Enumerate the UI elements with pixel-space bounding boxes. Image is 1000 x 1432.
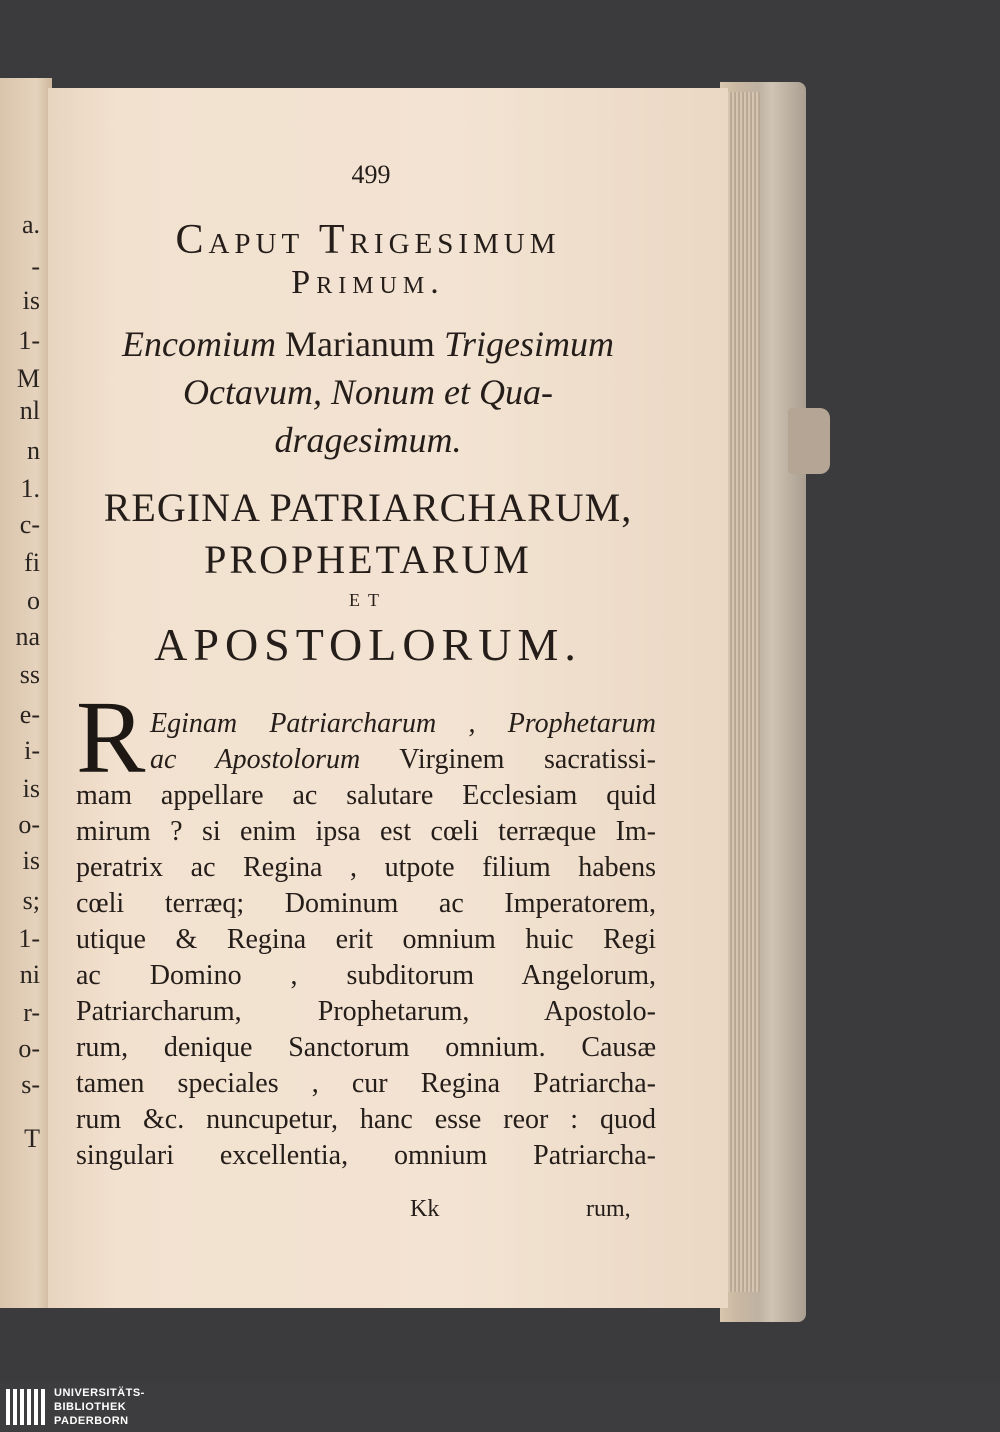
chapter-heading: Caput Trigesimum xyxy=(175,217,561,263)
body-line: cœli terræq; Dominum ac Imperatorem, xyxy=(76,888,656,919)
margin-fragment: na xyxy=(15,622,40,651)
body-line: singulari excellentia, omnium Patriarcha- xyxy=(76,1140,656,1171)
body-line xyxy=(150,706,656,742)
library-name-line-1: UNIVERSITÄTS- xyxy=(54,1387,145,1399)
margin-fragment: 1- xyxy=(18,924,40,953)
library-footer-bar xyxy=(0,1383,1000,1432)
encomium-line-2: Octavum, Nonum et Qua- xyxy=(183,372,553,412)
margin-fragment: o- xyxy=(18,1034,40,1063)
margin-fragment: c- xyxy=(19,510,40,539)
body-line xyxy=(150,742,656,778)
body-line: utique & Regina erit omnium huic Regi xyxy=(76,924,656,955)
catchword: rum, xyxy=(586,1196,631,1222)
margin-fragment: s- xyxy=(21,1070,40,1099)
drop-cap: R xyxy=(76,680,146,795)
margin-fragment: ss xyxy=(19,660,40,689)
margin-fragment: ni xyxy=(19,960,40,989)
title-line-2: PROPHETARUM xyxy=(204,537,532,582)
encomium-line-1 xyxy=(88,320,648,368)
margin-fragment: M xyxy=(16,364,40,393)
body-italic: ac Apostolorum xyxy=(150,744,361,775)
title-line-1: REGINA PATRIARCHARUM, xyxy=(103,485,633,530)
body-roman: Virginem sacratissi- xyxy=(360,744,656,775)
margin-fragment: is xyxy=(22,846,40,875)
encomium-roman: Marianum xyxy=(284,324,435,364)
body-line: mirum ? si enim ipsa est cœli terræque Im- xyxy=(76,816,656,847)
margin-fragment: o- xyxy=(18,810,40,839)
encomium-italic-2: Trigesimum xyxy=(443,324,614,364)
margin-fragment: is xyxy=(22,286,40,315)
encomium-line-3: dragesimum. xyxy=(274,420,462,460)
library-name-line-2: BIBLIOTHEK xyxy=(54,1401,127,1413)
title-line-4: APOSTOLORUM. xyxy=(154,619,582,670)
page-number: 499 xyxy=(351,160,391,189)
margin-fragment: nl xyxy=(19,396,40,425)
signature-mark: Kk xyxy=(410,1196,440,1222)
left-page-fragment xyxy=(0,78,52,1308)
chapter-heading-continued: Primum. xyxy=(291,264,445,301)
title-line-3: ET xyxy=(349,590,387,610)
body-line: mam appellare ac salutare Ecclesiam quid xyxy=(76,780,656,811)
margin-fragment: r- xyxy=(23,998,40,1027)
margin-fragment: e- xyxy=(19,700,40,729)
margin-fragment: is xyxy=(22,774,40,803)
margin-fragment: s; xyxy=(22,886,40,915)
body-line: rum, denique Sanctorum omnium. Causæ xyxy=(76,1032,656,1063)
body-line: tamen speciales , cur Regina Patriarcha- xyxy=(76,1068,656,1099)
library-logo-icon xyxy=(6,1389,46,1425)
margin-fragment: o xyxy=(27,586,40,615)
page-edges xyxy=(724,92,760,1292)
margin-fragment: a. xyxy=(21,210,40,239)
margin-fragment: i- xyxy=(24,736,40,765)
margin-fragment: T xyxy=(24,1124,40,1153)
bookmark-tab xyxy=(788,408,830,474)
library-name xyxy=(54,1386,145,1428)
library-name-line-3: PADERBORN xyxy=(54,1415,129,1427)
body-line: Patriarcharum, Prophetarum, Apostolo- xyxy=(76,996,656,1027)
margin-fragment: 1. xyxy=(20,474,40,503)
body-italic: Eginam Patriarcharum , Prophetarum xyxy=(150,708,656,739)
book-page xyxy=(48,88,728,1308)
margin-fragment: - xyxy=(31,252,40,281)
margin-fragment: n xyxy=(27,436,40,465)
encomium-italic: Encomium xyxy=(122,324,276,364)
encomium-subtitle xyxy=(88,320,648,464)
margin-fragment: 1- xyxy=(18,326,40,355)
margin-fragment: fi xyxy=(24,548,40,577)
body-line: ac Domino , subditorum Angelorum, xyxy=(76,960,656,991)
body-line: peratrix ac Regina , utpote filium habens xyxy=(76,852,656,883)
body-line: rum &c. nuncupetur, hanc esse reor : quod xyxy=(76,1104,656,1135)
